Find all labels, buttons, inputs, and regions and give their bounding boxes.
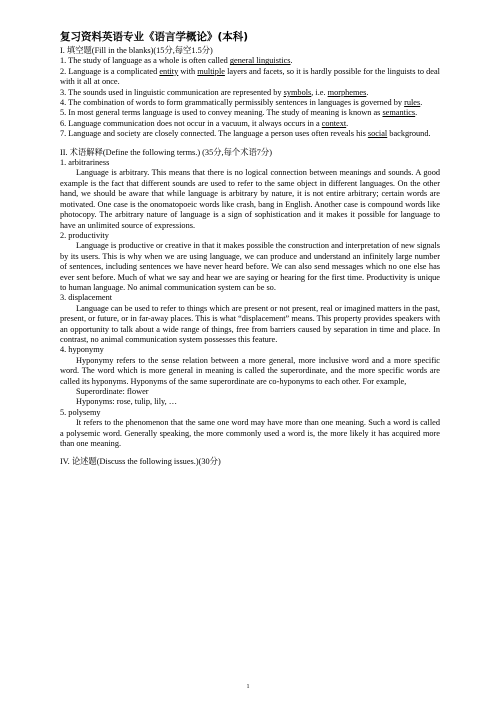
term-2-label: 2. productivity	[60, 230, 109, 240]
term-4-definition: Hyponymy refers to the sense relation between a more general, more inclusive word and a more specific word. The word which is more general in meaning is called the superordinate, and the more specific words are called its hyponyms. Hyponyms of the same superordinate are co-hyponyms to each other. For example,	[60, 355, 440, 386]
term-4-label: 4. hyponymy	[60, 345, 104, 355]
term-1-label: 1. arbitrariness	[60, 158, 110, 168]
term-2-definition: Language is productive or creative in that it makes possible the construction and interpretation of new signals by its users. This is why when we are using language, we can produce and understand an infinitely large number of sentences, including sentences we have never heard before. We can also send messages which no one else has ever sent before. Much of what we say and hear we are saying or hearing for the first time. Productivity is unique to human language. No animal communication system can be so.	[60, 241, 440, 292]
term-1-definition: Language is arbitrary. This means that there is no logical connection between meanings and sounds. A good example is the fact that different sounds are used to refer to the same object in different languages. On the other hand, we should be aware that while language is arbitrary by nature, it is not entire arbitrary; certain words are motivated. One case is the onomatopoeic words like crash, bang in English. Another case is compound words like photocopy. The arbitrary nature of language is a sign of sophistication and it makes it possible for language to have an unlimited source of expressions.	[60, 168, 440, 230]
fill-item-5: 5. In most general terms language is used to convey meaning. The study of meaning is known as semantics.	[60, 108, 418, 118]
term-5-definition: It refers to the phenomenon that the same one word may have more than one meaning. Such a word is called a polysemic word. Generally speaking, the more commonly used a word is, the more likely it has acquired more than one meaning.	[60, 418, 440, 449]
fill-item-7: 7. Language and society are closely connected. The language a person uses often reveals his social background.	[60, 129, 431, 139]
term-3-label: 3. displacement	[60, 293, 113, 303]
fill-item-3: 3. The sounds used in linguistic communication are represented by symbols, i.e. morphemes.	[60, 87, 369, 97]
section-2-heading: II. 术语解释(Define the following terms.) (35分,每个术语7分)	[60, 147, 272, 157]
fill-item-2: 2. Language is a complicated entity with multiple layers and facets, so it is hardly possible for the linguists to deal with it all at once.	[60, 66, 440, 87]
section-4-heading: IV. 论述题(Discuss the following issues.)(30分)	[60, 457, 221, 467]
document-content	[60, 30, 440, 468]
section-1-heading: I. 填空题(Fill in the blanks)(15分,每空1.5分)	[60, 46, 213, 55]
term-5-label: 5. polysemy	[60, 407, 101, 417]
fill-item-6: 6. Language communication does not occur in a vacuum, it always occurs in a context.	[60, 118, 349, 128]
term-4-example-hyponyms: Hyponyms: rose, tulip, lily, …	[76, 397, 178, 407]
fill-item-4: 4. The combination of words to form grammatically permissibly sentences in languages is governed by rules.	[60, 98, 423, 108]
page-number: 1	[246, 684, 250, 690]
fill-item-1: 1. The study of language as a whole is often called general linguistics.	[60, 56, 293, 66]
spacer	[60, 140, 440, 148]
term-4-example-superordinate: Superordinate: flower	[76, 387, 149, 396]
term-3-definition: Language can be used to refer to things which are present or not present, real or imagined matters in the past, present, or future, or in far-away places. This is what “displacement” means. This property provides speakers with an opportunity to talk about a wide range of things, free from barriers caused by separation in time and place. In contrast, no animal communication system possesses this feature.	[60, 303, 440, 344]
document-title: 复习资料英语专业《语言学概论》(本科)	[60, 31, 249, 43]
